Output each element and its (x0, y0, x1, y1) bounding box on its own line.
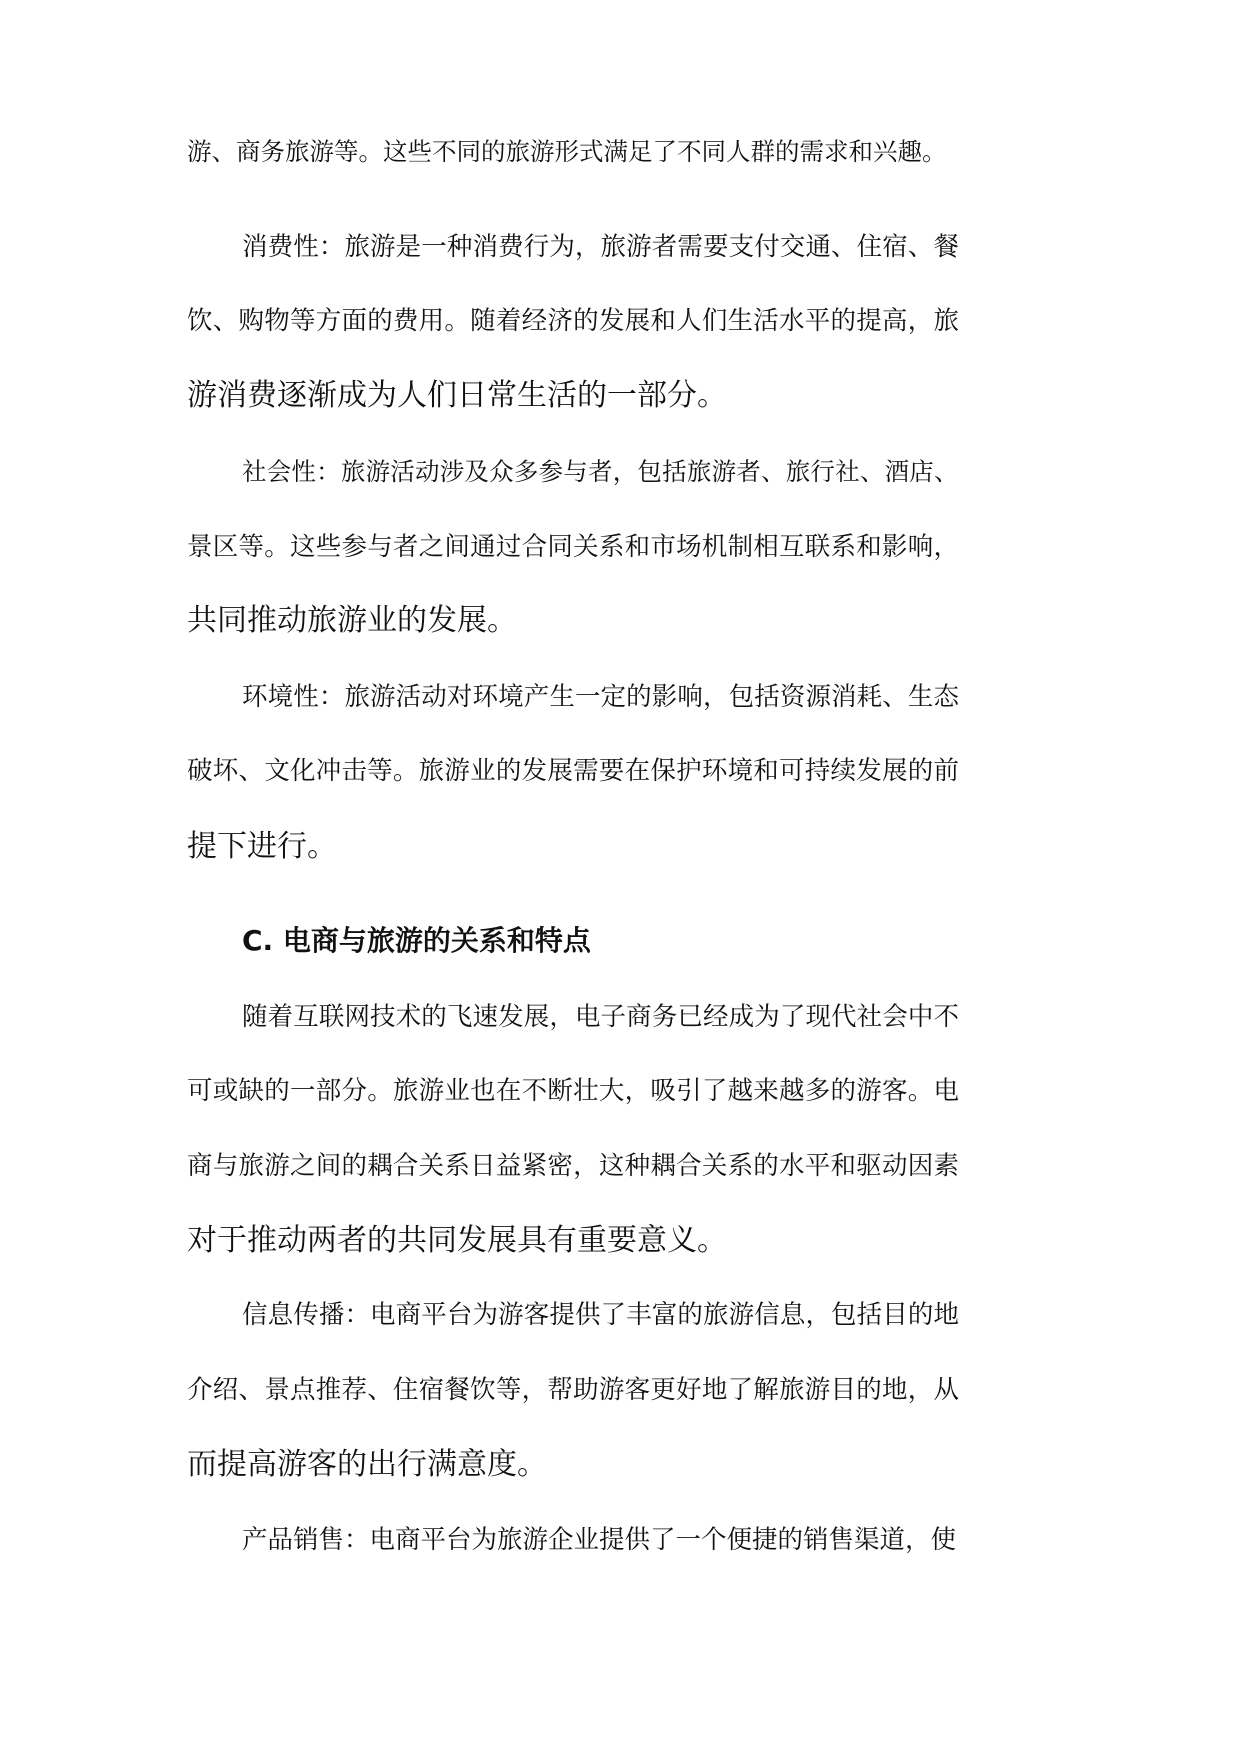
text-line: 环境性：旅游活动对环境产生一定的影响，包括资源消耗、生态 (242, 682, 960, 712)
text-line: 对于推动两者的共同发展具有重要意义。 (187, 1223, 727, 1258)
text-line: 提下进行。 (187, 829, 337, 864)
text-line: 景区等。这些参与者之间通过合同关系和市场机制相互联系和影响， (187, 532, 960, 562)
text-line: 介绍、景点推荐、住宿餐饮等，帮助游客更好地了解旅游目的地，从 (187, 1375, 960, 1405)
text-line: 共同推动旅游业的发展。 (187, 603, 517, 638)
text-line: 信息传播：电商平台为游客提供了丰富的旅游信息，包括目的地 (242, 1300, 960, 1330)
text-line: 游消费逐渐成为人们日常生活的一部分。 (187, 378, 727, 413)
text-line: 商与旅游之间的耦合关系日益紧密，这种耦合关系的水平和驱动因素 (187, 1151, 960, 1181)
section-heading: C. 电商与旅游的关系和特点 (242, 924, 591, 957)
text-line: 破坏、文化冲击等。旅游业的发展需要在保护环境和可持续发展的前 (187, 756, 960, 786)
text-line: 消费性：旅游是一种消费行为，旅游者需要支付交通、住宿、餐 (242, 232, 960, 262)
text-line: 而提高游客的出行满意度。 (187, 1447, 547, 1482)
text-line: 游、商务旅游等。这些不同的旅游形式满足了不同人群的需求和兴趣。 (187, 137, 947, 166)
text-line: 随着互联网技术的飞速发展，电子商务已经成为了现代社会中不 (242, 1002, 960, 1032)
text-line: 产品销售：电商平台为旅游企业提供了一个便捷的销售渠道，使 (242, 1525, 957, 1555)
text-line: 饮、购物等方面的费用。随着经济的发展和人们生活水平的提高，旅 (187, 306, 960, 336)
text-line: 社会性：旅游活动涉及众多参与者，包括旅游者、旅行社、酒店、 (242, 457, 959, 486)
text-line: 可或缺的一部分。旅游业也在不断壮大，吸引了越来越多的游客。电 (187, 1076, 960, 1106)
